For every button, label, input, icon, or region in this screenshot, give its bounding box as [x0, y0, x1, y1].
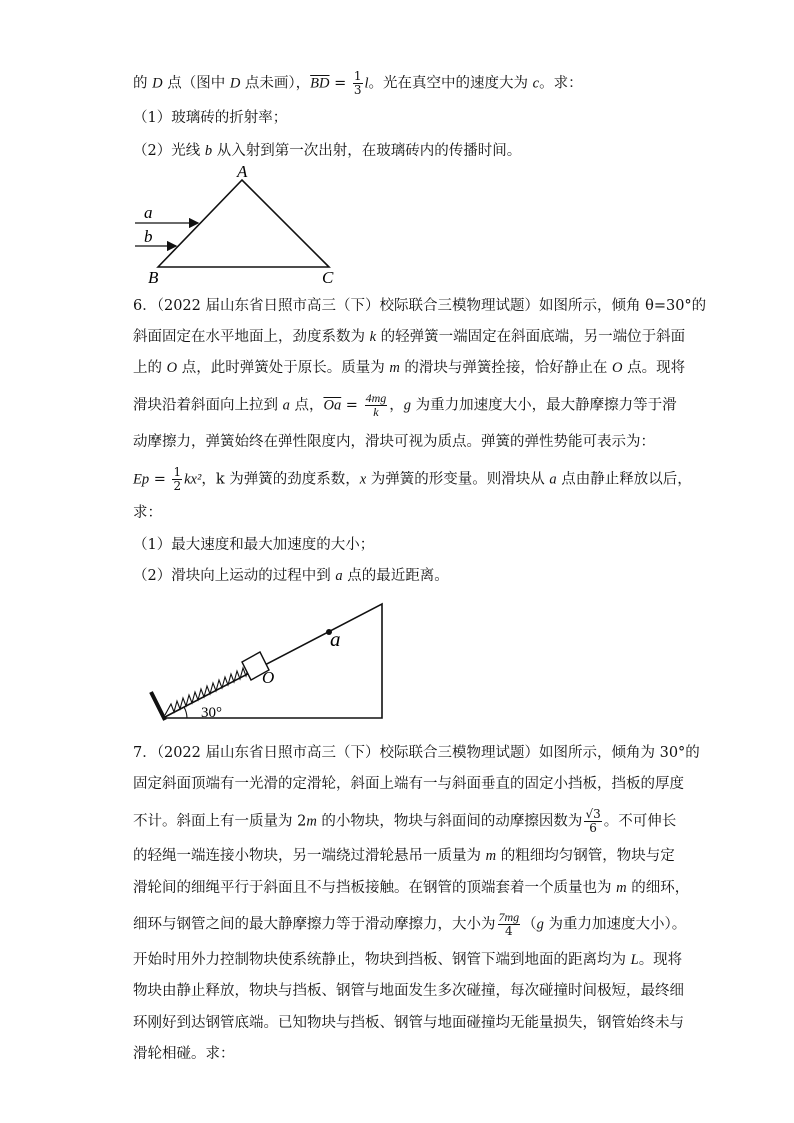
q6-incline-figure [145, 596, 395, 726]
segment-Oa: $\overline{Oa}$ [323, 397, 342, 414]
q5-item-1: （1）玻璃砖的折射率； [133, 110, 288, 126]
q6-text-line-3: 上的 O 点，此时弹簧处于原长。质量为 m 的滑块与弹簧拴接，恰好静止在 O 点。现将 [133, 360, 686, 376]
q6-text-line-5: 动摩擦力，弹簧始终在弹性限度内，滑块可视为质点。弹簧的弹性势能可表示为： [133, 434, 655, 450]
q7-text-line-8: 物块由静止释放，物块与挡板、钢管与地面发生多次碰撞，每次碰撞时间极短，最终细 [133, 983, 684, 999]
q6-item-2: （2）滑块向上运动的过程中到 a 点的最近距离。 [133, 568, 449, 584]
fraction-4mg-over-k: $\frac{4mg}{k}$ [365, 391, 387, 419]
q6-header: 6．（2022 届山东省日照市高三（下）校际联合三模物理试题）如图所示，倾角 θ=30°的 [133, 298, 707, 314]
label-b: b [144, 227, 153, 246]
q7-text-line-10: 滑轮相碰。求： [133, 1046, 235, 1062]
q5-text-line-1: 的 D 点（图中 D 点未画），$\overline{BD}$ = $\frac{1}{3}$ l。光在真空中的速度大为 c。求： [133, 69, 583, 97]
q7-text-line-9: 环刚好到达钢管底端。已知物块与挡板、钢管与地面碰撞均无能量损失，钢管始终未与 [133, 1015, 684, 1031]
angle-label: 30° [201, 705, 222, 721]
q5-item-2: （2）光线 b 从入射到第一次出射，在玻璃砖内的传播时间。 [133, 143, 522, 159]
label-a: a [330, 627, 341, 651]
q7-text-line-2: 固定斜面顶端有一光滑的定滑轮，斜面上端有一与斜面垂直的固定小挡板，挡板的厚度 [133, 776, 684, 792]
q6-text-line-2: 斜面固定在水平地面上，劲度系数为 k 的轻弹簧一端固定在斜面底端，另一端位于斜面 [133, 329, 686, 345]
q6-item-1: （1）最大速度和最大加速度的大小； [133, 537, 375, 553]
incline-triangle [163, 604, 382, 718]
label-C: C [322, 268, 334, 287]
segment-BD: $\overline{BD}$ [310, 75, 330, 92]
label-A: A [237, 162, 248, 181]
fraction-7mg-over-4: $\frac{7mg}{4}$ [498, 910, 520, 938]
fraction-sqrt3-over-6: $\frac{√3}{6}$ [585, 807, 601, 835]
label-B: B [148, 268, 159, 287]
q7-text-line-5: 滑轮间的细绳平行于斜面且不与挡板接触。在钢管的顶端套着一个质量也为 m 的细环， [133, 880, 690, 896]
q6-text-line-6: Ep = $\frac{1}{2}$ kx²，k 为弹簧的劲度系数，x 为弹簧的形变量。则滑块从 a 点由静止释放以后， [133, 465, 692, 493]
angle-arc [184, 707, 187, 718]
label-O: O [262, 668, 275, 687]
q6-text-line-4: 滑块沿着斜面向上拉到 a 点，$\overline{Oa}$ = $\frac{4mg}{k}$ ，g 为重力加速度大小，最大静摩擦力等于滑 [133, 391, 677, 419]
q7-text-line-6: 细环与钢管之间的最大静摩擦力等于滑动摩擦力，大小为 $\frac{7mg}{4}$ （g 为重力加速度大小）。 [133, 910, 687, 938]
q7-header: 7．（2022 届山东省日照市高三（下）校际联合三模物理试题）如图所示，倾角为 30°的 [133, 745, 700, 761]
q6-text-line-7: 求： [133, 505, 162, 521]
q7-text-line-7: 开始时用外力控制物块使系统静止，物块到挡板、钢管下端到地面的距离均为 L。现将 [133, 952, 683, 968]
q7-text-line-3: 不计。斜面上有一质量为 2m 的小物块，物块与斜面间的动摩擦因数为 $\frac{√3}{6}$ 。不可伸长 [133, 807, 677, 835]
q5-prism-figure [130, 162, 360, 292]
q7-text-line-4: 的轻绳一端连接小物块，另一端绕过滑轮悬吊一质量为 m 的粗细均匀钢管，物块与定 [133, 848, 675, 864]
label-a: a [144, 203, 153, 222]
fraction-one-half: $\frac{1}{2}$ [173, 465, 182, 493]
incline-bottom-wall [151, 692, 165, 720]
fraction-one-third: $\frac{1}{3}$ [353, 69, 362, 97]
